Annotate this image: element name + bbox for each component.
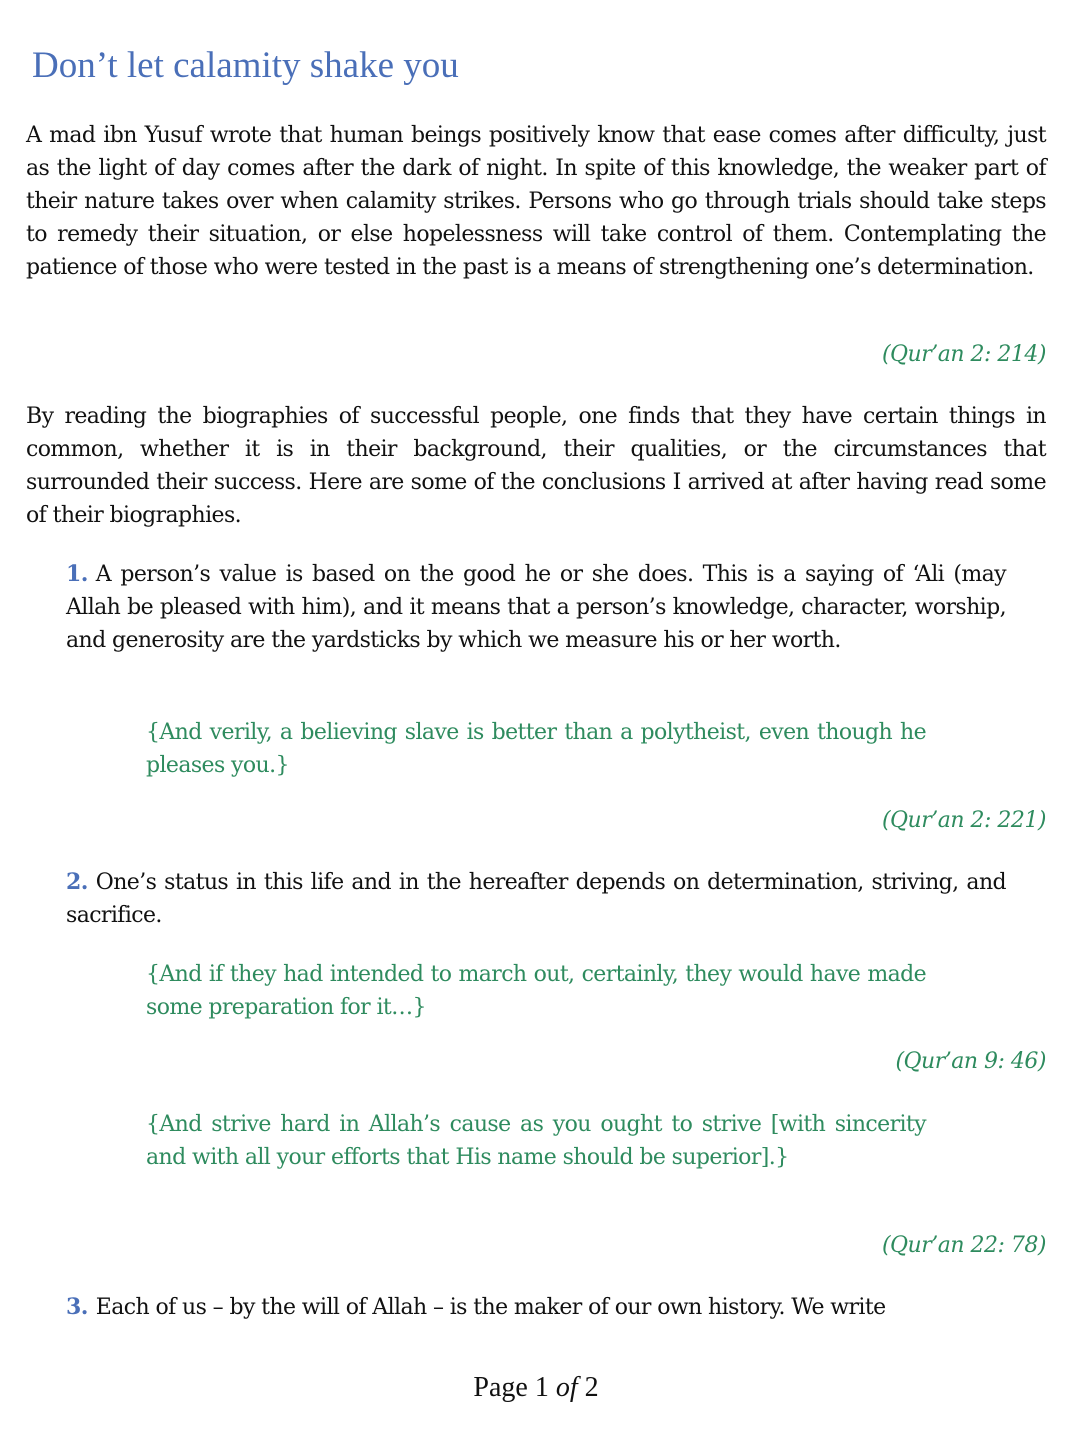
list-number: 2. xyxy=(66,869,88,895)
page-footer xyxy=(0,1372,1072,1404)
list-item-text: A person’s value is based on the good he or she does. This is a saying of ‘Ali (may Allah be pleased with him), and it means that a person’s knowledge, character, worship, and generosity are the yardsticks by which we measure his or her worth. xyxy=(66,562,1006,653)
quran-reference: (Qur’an 2: 221) xyxy=(881,808,1046,833)
quran-reference: (Qur’an 2: 214) xyxy=(881,342,1046,367)
quran-reference: (Qur’an 9: 46) xyxy=(895,1049,1046,1074)
biographies-paragraph: By reading the biographies of successful people, one finds that they have certain things in common, whether it is in their background, their qualities, or the circumstances that surrounded their success. Here are some of the conclusions I arrived at after having read some of their biographies. xyxy=(26,404,1046,528)
of-label: of xyxy=(555,1372,578,1403)
list-item-text: Each of us – by the will of Allah – is the maker of our own history. We write xyxy=(95,1295,886,1320)
list-item xyxy=(66,558,1006,657)
current-page: 1 xyxy=(534,1372,549,1403)
quran-reference: (Qur’an 22: 78) xyxy=(881,1233,1046,1258)
list-number: 3. xyxy=(66,1294,88,1320)
page-label: Page xyxy=(473,1372,528,1403)
quran-quote: {And if they had intended to march out, certainly, they would have made some preparation for it…} xyxy=(146,962,926,1020)
quran-quote: {And verily, a believing slave is better than a polytheist, even though he pleases you.} xyxy=(146,720,926,778)
page-title: Don’t let calamity shake you xyxy=(32,45,459,86)
list-item xyxy=(66,866,1006,932)
quran-quote: {And strive hard in Allah’s cause as you ought to strive [with sincerity and with all your efforts that His name should be superior].} xyxy=(146,1112,926,1170)
total-pages: 2 xyxy=(584,1372,599,1403)
intro-paragraph: A mad ibn Yusuf wrote that human beings positively know that ease comes after difficulty, just as the light of day comes after the dark of night. In spite of this knowledge, the weaker part of their nature takes over when calamity strikes. Persons who go through trials should take steps to remedy their situation, or else hopelessness will take control of them. Contemplating the patience of those who were tested in the past is a means of strengthening one’s determination. xyxy=(26,123,1046,280)
list-number: 1. xyxy=(66,561,88,587)
list-item-text: One’s status in this life and in the hereafter depends on determination, striving, and sacrifice. xyxy=(66,870,1006,928)
list-item xyxy=(66,1291,1006,1324)
